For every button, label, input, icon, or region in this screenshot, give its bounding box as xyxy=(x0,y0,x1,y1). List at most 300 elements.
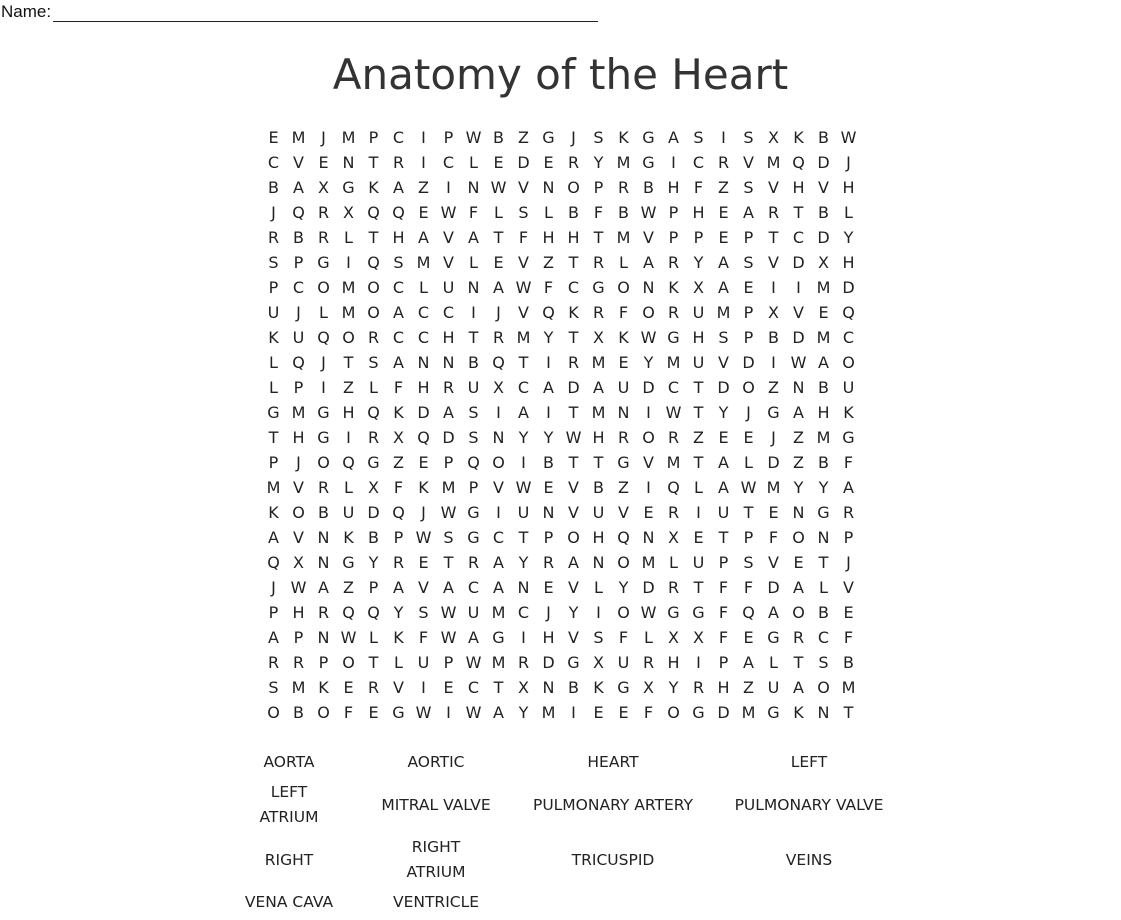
grid-letter: Q xyxy=(792,153,805,172)
grid-letter: Y xyxy=(543,328,554,347)
grid-letter: R xyxy=(592,303,605,322)
grid-letter: O xyxy=(267,703,280,722)
grid-row xyxy=(261,200,861,225)
grid-letter: T xyxy=(743,503,754,522)
grid-letter: Q xyxy=(367,603,380,622)
grid-letter: B xyxy=(293,228,304,247)
grid-letter: T xyxy=(693,378,704,397)
grid-letter: W xyxy=(490,178,507,197)
grid-letter: X xyxy=(343,203,354,222)
grid-letter: A xyxy=(793,678,804,697)
grid-letter: W xyxy=(415,528,432,547)
grid-letter: S xyxy=(693,128,704,147)
grid-letter: E xyxy=(443,678,454,697)
grid-letter: U xyxy=(692,303,705,322)
grid-letter: U xyxy=(617,653,630,672)
grid-letter: Z xyxy=(793,453,804,472)
grid-letter: G xyxy=(317,253,330,272)
grid-letter: F xyxy=(618,628,629,647)
grid-letter: M xyxy=(816,278,831,297)
grid-letter: R xyxy=(842,503,855,522)
grid-letter: I xyxy=(796,278,801,297)
grid-letter: T xyxy=(518,528,529,547)
grid-letter: W xyxy=(465,653,482,672)
grid-letter: M xyxy=(341,278,356,297)
word-bank-item: LEFT ATRIUM xyxy=(259,783,319,826)
grid-letter: N xyxy=(792,503,805,522)
grid-letter: Z xyxy=(418,178,429,197)
grid-letter: G xyxy=(767,703,780,722)
grid-letter: B xyxy=(818,203,829,222)
grid-letter: P xyxy=(268,603,279,622)
grid-letter: D xyxy=(817,153,830,172)
grid-letter: E xyxy=(618,353,629,372)
grid-letter: H xyxy=(667,653,680,672)
grid-letter: E xyxy=(368,703,379,722)
grid-letter: Q xyxy=(367,403,380,422)
grid-letter: W xyxy=(415,703,432,722)
grid-letter: R xyxy=(692,678,705,697)
grid-letter: T xyxy=(693,578,704,597)
grid-letter: I xyxy=(471,303,476,322)
grid-letter: R xyxy=(267,653,280,672)
grid-letter: H xyxy=(392,228,405,247)
word-bank-item: LEFT xyxy=(790,753,828,771)
grid-letter: E xyxy=(268,128,279,147)
grid-letter: O xyxy=(617,553,630,572)
grid-letter: U xyxy=(267,303,280,322)
grid-letter: W xyxy=(565,428,582,447)
grid-letter: E xyxy=(818,303,829,322)
grid-letter: C xyxy=(517,378,530,397)
grid-letter: W xyxy=(515,278,532,297)
grid-letter: B xyxy=(493,128,504,147)
grid-letter: O xyxy=(792,528,805,547)
grid-letter: C xyxy=(492,528,505,547)
grid-letter: K xyxy=(318,678,329,697)
grid-letter: E xyxy=(493,253,504,272)
grid-letter: K xyxy=(593,678,604,697)
grid-letter: P xyxy=(368,128,379,147)
grid-letter: V xyxy=(293,153,304,172)
grid-letter: M xyxy=(816,428,831,447)
grid-letter: B xyxy=(318,503,329,522)
grid-letter: I xyxy=(496,503,501,522)
grid-letter: C xyxy=(567,278,580,297)
grid-letter: W xyxy=(340,628,357,647)
grid-letter: A xyxy=(493,703,504,722)
grid-letter: K xyxy=(568,303,579,322)
grid-letter: A xyxy=(268,528,279,547)
grid-letter: M xyxy=(441,478,456,497)
grid-letter: A xyxy=(518,403,529,422)
grid-letter: F xyxy=(843,628,854,647)
grid-letter: L xyxy=(469,153,478,172)
grid-letter: I xyxy=(546,403,551,422)
grid-letter: P xyxy=(293,253,304,272)
grid-letter: O xyxy=(667,703,680,722)
grid-letter: A xyxy=(393,578,404,597)
grid-letter: Q xyxy=(342,453,355,472)
grid-letter: G xyxy=(492,628,505,647)
grid-letter: X xyxy=(693,628,704,647)
grid-letter: G xyxy=(667,603,680,622)
grid-letter: D xyxy=(417,403,430,422)
grid-letter: I xyxy=(521,628,526,647)
grid-letter: K xyxy=(618,328,629,347)
grid-letter: V xyxy=(793,303,804,322)
grid-letter: E xyxy=(543,578,554,597)
grid-letter: E xyxy=(693,528,704,547)
grid-letter: N xyxy=(467,178,480,197)
grid-letter: T xyxy=(768,228,779,247)
grid-letter: T xyxy=(568,253,579,272)
grid-letter: V xyxy=(768,253,779,272)
grid-letter: D xyxy=(742,353,755,372)
grid-letter: I xyxy=(421,678,426,697)
grid-row xyxy=(261,450,861,475)
grid-letter: W xyxy=(440,628,457,647)
grid-letter: I xyxy=(346,253,351,272)
grid-letter: N xyxy=(617,403,630,422)
grid-letter: O xyxy=(317,453,330,472)
grid-letter: P xyxy=(443,653,454,672)
grid-row xyxy=(261,575,861,600)
grid-letter: P xyxy=(843,528,854,547)
grid-letter: V xyxy=(293,478,304,497)
grid-letter: U xyxy=(442,278,455,297)
grid-letter: M xyxy=(491,603,506,622)
grid-letter: R xyxy=(617,428,630,447)
grid-letter: L xyxy=(344,478,353,497)
grid-letter: E xyxy=(418,453,429,472)
grid-letter: R xyxy=(567,353,580,372)
grid-letter: E xyxy=(743,628,754,647)
grid-row xyxy=(261,600,861,625)
grid-letter: I xyxy=(421,153,426,172)
grid-letter: L xyxy=(369,378,378,397)
grid-letter: I xyxy=(446,703,451,722)
grid-letter: O xyxy=(642,303,655,322)
grid-letter: J xyxy=(496,303,501,322)
grid-letter: I xyxy=(771,278,776,297)
grid-letter: X xyxy=(293,553,304,572)
grid-row xyxy=(261,675,861,700)
grid-letter: Q xyxy=(267,553,280,572)
grid-row xyxy=(261,150,861,175)
grid-letter: V xyxy=(718,353,729,372)
grid-letter: O xyxy=(817,678,830,697)
grid-letter: Z xyxy=(693,428,704,447)
grid-letter: R xyxy=(467,553,480,572)
grid-letter: K xyxy=(418,478,429,497)
grid-letter: G xyxy=(467,503,480,522)
grid-letter: R xyxy=(442,378,455,397)
grid-letter: X xyxy=(768,303,779,322)
grid-letter: Q xyxy=(492,353,505,372)
grid-letter: H xyxy=(792,178,805,197)
grid-letter: V xyxy=(518,253,529,272)
grid-letter: P xyxy=(393,528,404,547)
grid-letter: G xyxy=(467,528,480,547)
grid-letter: J xyxy=(271,203,276,222)
word-bank-item: VENTRICLE xyxy=(392,893,480,911)
grid-letter: L xyxy=(844,203,853,222)
grid-letter: Y xyxy=(618,578,629,597)
grid-letter: T xyxy=(818,553,829,572)
grid-letter: G xyxy=(767,628,780,647)
grid-letter: S xyxy=(743,128,754,147)
grid-letter: Q xyxy=(392,203,405,222)
grid-letter: D xyxy=(717,378,730,397)
grid-letter: X xyxy=(768,128,779,147)
grid-letter: H xyxy=(342,403,355,422)
grid-letter: B xyxy=(843,653,854,672)
grid-letter: L xyxy=(544,203,553,222)
grid-letter: P xyxy=(293,378,304,397)
grid-letter: I xyxy=(496,403,501,422)
grid-letter: Z xyxy=(518,128,529,147)
grid-letter: G xyxy=(642,128,655,147)
grid-letter: T xyxy=(368,153,379,172)
grid-letter: B xyxy=(618,203,629,222)
grid-letter: Y xyxy=(368,553,379,572)
grid-letter: A xyxy=(593,378,604,397)
grid-letter: I xyxy=(671,153,676,172)
grid-letter: B xyxy=(593,478,604,497)
grid-letter: K xyxy=(668,278,679,297)
grid-letter: B xyxy=(643,178,654,197)
word-bank-item: AORTA xyxy=(263,753,315,771)
grid-letter: M xyxy=(766,153,781,172)
grid-letter: J xyxy=(296,453,301,472)
grid-row xyxy=(261,350,861,375)
grid-letter: W xyxy=(440,503,457,522)
grid-letter: I xyxy=(446,178,451,197)
grid-letter: U xyxy=(417,653,430,672)
grid-letter: H xyxy=(592,528,605,547)
grid-letter: W xyxy=(440,203,457,222)
grid-letter: X xyxy=(593,328,604,347)
grid-letter: N xyxy=(417,353,430,372)
grid-letter: H xyxy=(842,178,855,197)
grid-letter: M xyxy=(641,553,656,572)
grid-letter: R xyxy=(267,228,280,247)
grid-letter: X xyxy=(368,478,379,497)
grid-letter: T xyxy=(718,528,729,547)
grid-letter: A xyxy=(318,578,329,597)
grid-letter: T xyxy=(568,453,579,472)
grid-row xyxy=(261,650,861,675)
grid-letter: P xyxy=(443,128,454,147)
grid-letter: E xyxy=(718,203,729,222)
grid-letter: Q xyxy=(367,203,380,222)
grid-letter: T xyxy=(493,228,504,247)
grid-letter: C xyxy=(817,628,830,647)
grid-letter: A xyxy=(743,653,754,672)
grid-letter: B xyxy=(543,453,554,472)
grid-letter: J xyxy=(846,153,851,172)
grid-letter: M xyxy=(741,703,756,722)
grid-letter: E xyxy=(543,478,554,497)
grid-letter: T xyxy=(593,228,604,247)
grid-letter: Y xyxy=(593,153,604,172)
grid-letter: G xyxy=(267,403,280,422)
grid-letter: C xyxy=(392,278,405,297)
grid-letter: X xyxy=(593,653,604,672)
grid-letter: M xyxy=(591,403,606,422)
grid-letter: R xyxy=(392,553,405,572)
grid-row xyxy=(261,625,861,650)
grid-letter: G xyxy=(342,178,355,197)
grid-letter: I xyxy=(321,378,326,397)
grid-letter: K xyxy=(268,503,279,522)
grid-letter: M xyxy=(841,678,856,697)
grid-letter: E xyxy=(593,703,604,722)
grid-letter: D xyxy=(367,503,380,522)
grid-letter: D xyxy=(767,453,780,472)
grid-letter: G xyxy=(842,428,855,447)
grid-letter: K xyxy=(343,528,354,547)
grid-letter: A xyxy=(293,178,304,197)
grid-letter: K xyxy=(843,403,854,422)
grid-letter: T xyxy=(493,678,504,697)
grid-letter: F xyxy=(643,703,654,722)
grid-letter: V xyxy=(818,178,829,197)
grid-letter: O xyxy=(317,278,330,297)
grid-letter: L xyxy=(644,628,653,647)
grid-letter: A xyxy=(718,253,729,272)
grid-letter: P xyxy=(718,553,729,572)
grid-letter: J xyxy=(321,128,326,147)
grid-letter: P xyxy=(268,278,279,297)
grid-letter: E xyxy=(643,503,654,522)
grid-letter: P xyxy=(268,453,279,472)
grid-letter: W xyxy=(465,703,482,722)
grid-letter: U xyxy=(617,378,630,397)
grid-letter: Y xyxy=(518,428,529,447)
grid-letter: C xyxy=(417,303,430,322)
grid-letter: Y xyxy=(818,478,829,497)
grid-letter: S xyxy=(268,253,279,272)
grid-letter: R xyxy=(317,203,330,222)
grid-letter: S xyxy=(268,678,279,697)
grid-letter: E xyxy=(343,678,354,697)
grid-letter: R xyxy=(292,653,305,672)
grid-letter: F xyxy=(718,578,729,597)
grid-letter: X xyxy=(318,178,329,197)
grid-letter: I xyxy=(596,603,601,622)
grid-row xyxy=(261,250,861,275)
grid-letter: N xyxy=(542,178,555,197)
grid-letter: Y xyxy=(643,353,654,372)
grid-row xyxy=(261,700,861,725)
grid-row xyxy=(261,375,861,400)
grid-letter: T xyxy=(368,228,379,247)
grid-letter: G xyxy=(767,403,780,422)
grid-letter: C xyxy=(842,328,855,347)
grid-letter: O xyxy=(342,328,355,347)
grid-letter: G xyxy=(592,278,605,297)
grid-letter: E xyxy=(493,153,504,172)
grid-letter: J xyxy=(771,428,776,447)
grid-letter: S xyxy=(593,628,604,647)
grid-letter: E xyxy=(718,428,729,447)
grid-letter: A xyxy=(393,178,404,197)
grid-letter: L xyxy=(269,353,278,372)
grid-letter: B xyxy=(468,353,479,372)
grid-letter: O xyxy=(367,278,380,297)
grid-letter: F xyxy=(543,278,554,297)
grid-row xyxy=(261,275,861,300)
grid-letter: O xyxy=(567,178,580,197)
grid-letter: H xyxy=(442,328,455,347)
grid-letter: S xyxy=(468,403,479,422)
grid-letter: Z xyxy=(743,678,754,697)
grid-letter: X xyxy=(643,678,654,697)
grid-letter: P xyxy=(743,228,754,247)
grid-letter: T xyxy=(443,553,454,572)
grid-letter: E xyxy=(543,153,554,172)
grid-row xyxy=(261,475,861,500)
grid-letter: V xyxy=(443,228,454,247)
grid-letter: L xyxy=(344,228,353,247)
grid-letter: M xyxy=(541,703,556,722)
grid-letter: F xyxy=(518,228,529,247)
grid-letter: B xyxy=(568,678,579,697)
grid-letter: A xyxy=(443,578,454,597)
grid-letter: Y xyxy=(518,703,529,722)
grid-letter: T xyxy=(693,403,704,422)
grid-letter: O xyxy=(642,428,655,447)
grid-letter: S xyxy=(418,603,429,622)
grid-letter: M xyxy=(341,303,356,322)
grid-letter: H xyxy=(592,428,605,447)
grid-letter: I xyxy=(646,478,651,497)
grid-letter: A xyxy=(793,403,804,422)
grid-letter: G xyxy=(667,328,680,347)
grid-letter: K xyxy=(393,403,404,422)
grid-letter: O xyxy=(317,703,330,722)
grid-letter: A xyxy=(643,253,654,272)
grid-letter: X xyxy=(668,628,679,647)
grid-letter: Z xyxy=(343,378,354,397)
grid-letter: E xyxy=(718,228,729,247)
word-bank-item: RIGHT ATRIUM xyxy=(406,838,466,881)
grid-row xyxy=(261,400,861,425)
grid-letter: S xyxy=(718,328,729,347)
grid-letter: V xyxy=(518,178,529,197)
grid-letter: R xyxy=(567,153,580,172)
grid-letter: S xyxy=(518,203,529,222)
grid-letter: A xyxy=(668,128,679,147)
grid-letter: P xyxy=(443,453,454,472)
grid-letter: P xyxy=(668,228,679,247)
grid-letter: C xyxy=(442,153,455,172)
grid-letter: T xyxy=(593,453,604,472)
grid-letter: N xyxy=(592,553,605,572)
grid-letter: M xyxy=(816,328,831,347)
grid-letter: Y xyxy=(793,478,804,497)
grid-letter: Z xyxy=(543,253,554,272)
grid-letter: Z xyxy=(393,453,404,472)
grid-letter: U xyxy=(767,678,780,697)
word-search-grid xyxy=(261,125,861,725)
grid-letter: Q xyxy=(667,478,680,497)
grid-letter: P xyxy=(718,653,729,672)
word-bank-item: RIGHT xyxy=(264,850,314,869)
grid-letter: R xyxy=(792,628,805,647)
